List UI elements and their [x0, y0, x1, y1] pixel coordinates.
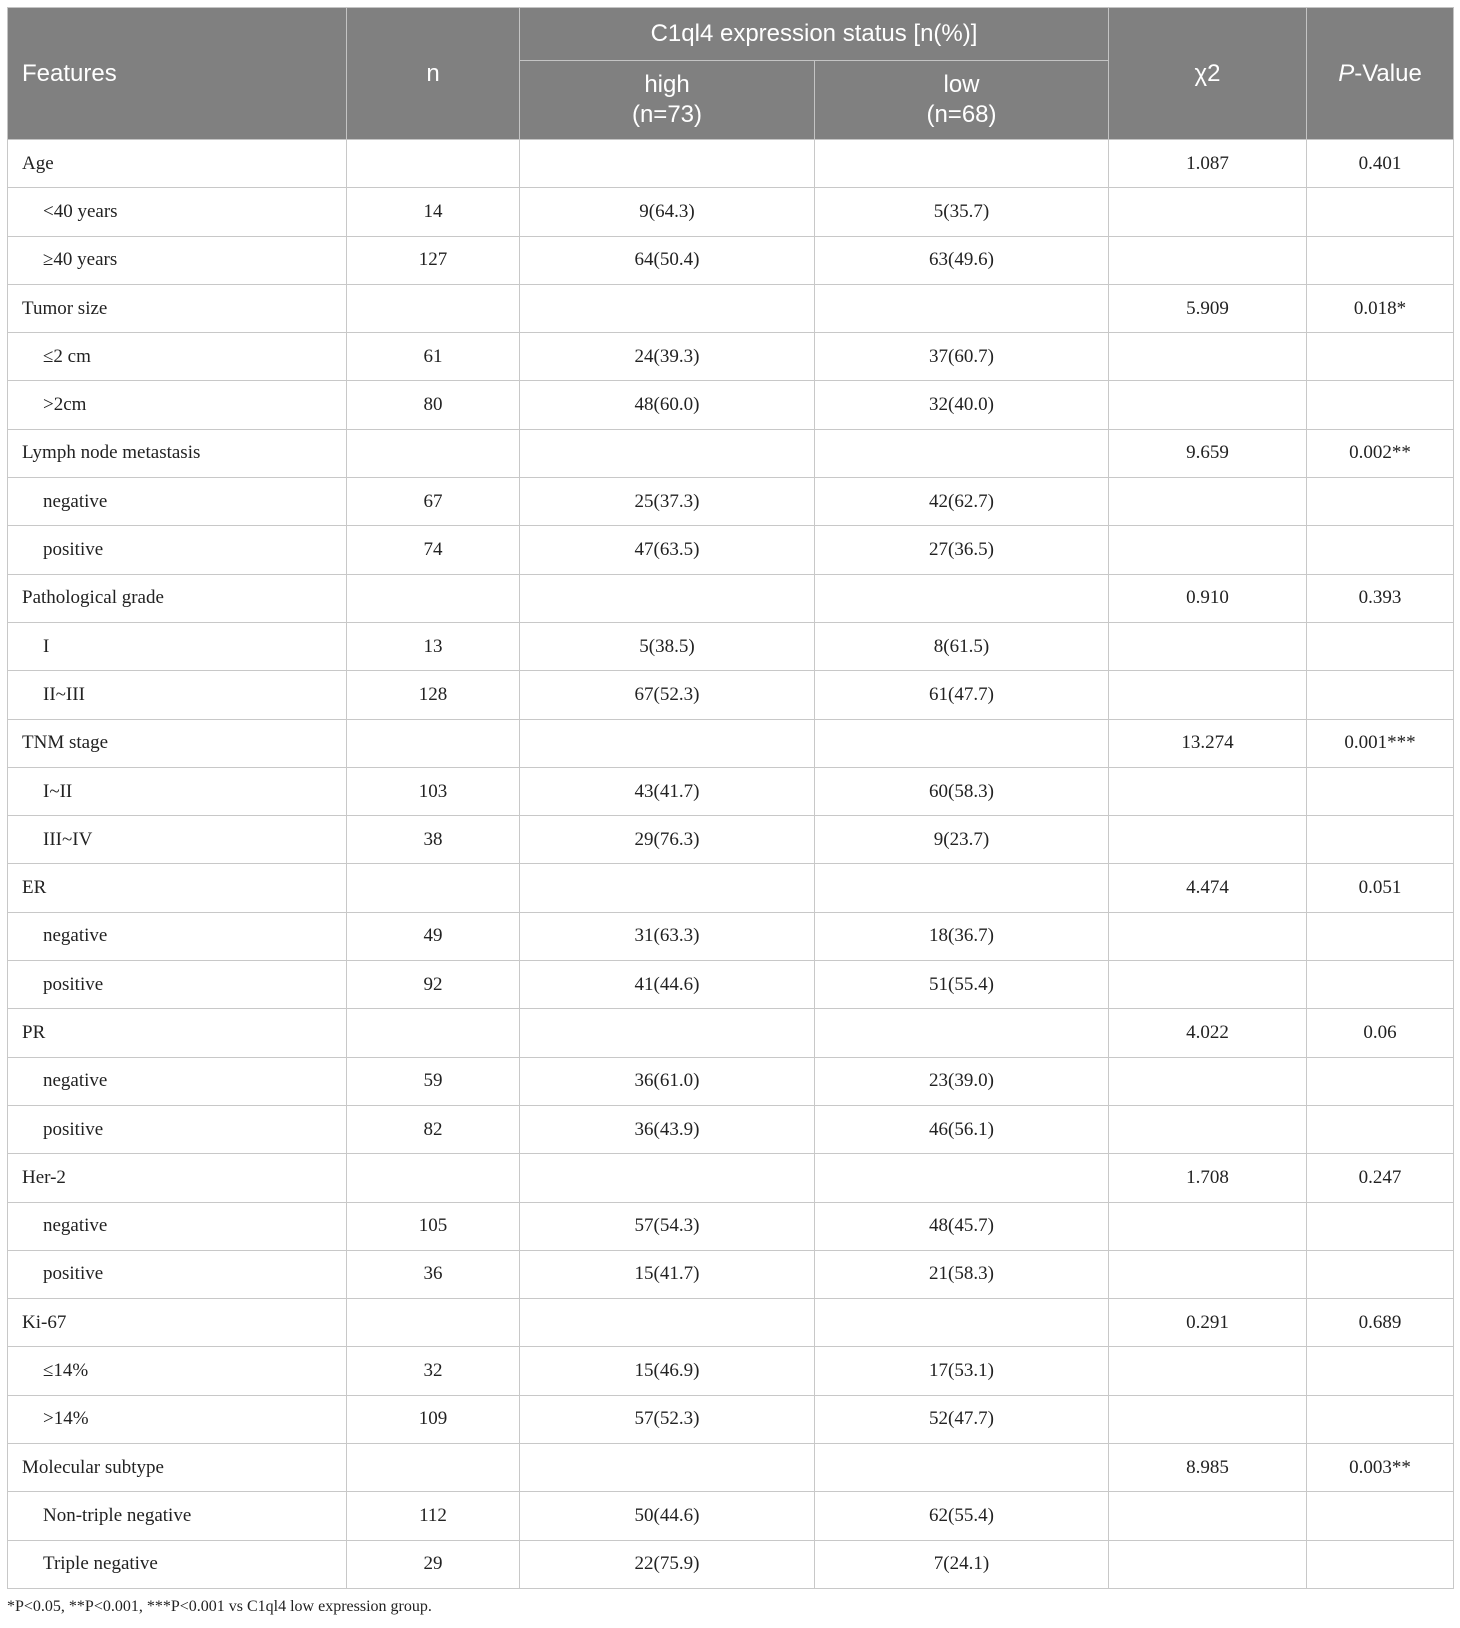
- cell-high: 22(75.9): [520, 1540, 815, 1588]
- cell-n: [347, 1299, 520, 1347]
- cell-n: [347, 140, 520, 188]
- cell-high: 31(63.3): [520, 912, 815, 960]
- cell-p-value: [1307, 1202, 1454, 1250]
- cell-n: 29: [347, 1540, 520, 1588]
- cell-chi2: 9.659: [1109, 429, 1307, 477]
- cell-chi2: [1109, 1057, 1307, 1105]
- table-group-row: [8, 429, 1454, 477]
- cell-low: 48(45.7): [815, 1202, 1109, 1250]
- cell-high: 24(39.3): [520, 333, 815, 381]
- cell-p-value: [1307, 1105, 1454, 1153]
- cell-p-value: 0.003**: [1307, 1444, 1454, 1492]
- cell-low: 18(36.7): [815, 912, 1109, 960]
- cell-low: 51(55.4): [815, 961, 1109, 1009]
- cell-low: 46(56.1): [815, 1105, 1109, 1153]
- row-label: Age: [8, 140, 347, 188]
- cell-low: 37(60.7): [815, 333, 1109, 381]
- cell-chi2: 1.087: [1109, 140, 1307, 188]
- cell-n: 32: [347, 1347, 520, 1395]
- cell-n: 38: [347, 816, 520, 864]
- cell-n: 105: [347, 1202, 520, 1250]
- cell-low: 32(40.0): [815, 381, 1109, 429]
- cell-high: [520, 140, 815, 188]
- cell-chi2: 0.910: [1109, 574, 1307, 622]
- cell-low: 62(55.4): [815, 1492, 1109, 1540]
- row-label: TNM stage: [8, 719, 347, 767]
- header-n: n: [347, 8, 520, 140]
- table-row: [8, 767, 1454, 815]
- table-group-row: [8, 1444, 1454, 1492]
- row-label: II~III: [8, 671, 347, 719]
- cell-high: [520, 1154, 815, 1202]
- cell-p-value: 0.393: [1307, 574, 1454, 622]
- row-label: ≥40 years: [8, 236, 347, 284]
- cell-n: 13: [347, 622, 520, 670]
- table-body: [8, 140, 1454, 1589]
- cell-high: 57(52.3): [520, 1395, 815, 1443]
- cell-low: [815, 864, 1109, 912]
- cell-high: [520, 1299, 815, 1347]
- cell-n: [347, 574, 520, 622]
- cell-n: 112: [347, 1492, 520, 1540]
- row-label: negative: [8, 1202, 347, 1250]
- cell-chi2: [1109, 671, 1307, 719]
- table-group-row: [8, 284, 1454, 332]
- cell-high: 15(46.9): [520, 1347, 815, 1395]
- cell-n: 92: [347, 961, 520, 1009]
- row-label: >2cm: [8, 381, 347, 429]
- table-row: [8, 1105, 1454, 1153]
- cell-high: 29(76.3): [520, 816, 815, 864]
- cell-n: 61: [347, 333, 520, 381]
- table-row: [8, 1540, 1454, 1588]
- data-table: [7, 7, 1454, 1589]
- cell-n: [347, 284, 520, 332]
- cell-p-value: 0.001***: [1307, 719, 1454, 767]
- cell-p-value: 0.002**: [1307, 429, 1454, 477]
- cell-high: [520, 864, 815, 912]
- table-header: [8, 8, 1454, 140]
- cell-p-value: [1307, 816, 1454, 864]
- cell-high: [520, 429, 815, 477]
- cell-p-value: 0.018*: [1307, 284, 1454, 332]
- cell-low: 21(58.3): [815, 1250, 1109, 1298]
- table-group-row: [8, 574, 1454, 622]
- row-label: Non-triple negative: [8, 1492, 347, 1540]
- cell-low: 7(24.1): [815, 1540, 1109, 1588]
- cell-n: 128: [347, 671, 520, 719]
- cell-p-value: [1307, 381, 1454, 429]
- cell-high: [520, 574, 815, 622]
- header-p-value: [1307, 8, 1454, 140]
- cell-chi2: 4.022: [1109, 1009, 1307, 1057]
- cell-chi2: [1109, 1202, 1307, 1250]
- cell-n: 82: [347, 1105, 520, 1153]
- cell-chi2: [1109, 381, 1307, 429]
- table-footnote: *P<0.05, **P<0.001, ***P<0.001 vs C1ql4 low expression group.: [7, 1598, 432, 1615]
- cell-n: 74: [347, 526, 520, 574]
- cell-p-value: 0.689: [1307, 1299, 1454, 1347]
- header-low-n: (n=68): [926, 101, 997, 128]
- cell-high: [520, 719, 815, 767]
- cell-p-value: [1307, 1057, 1454, 1105]
- cell-n: [347, 864, 520, 912]
- row-label: <40 years: [8, 188, 347, 236]
- cell-n: [347, 1154, 520, 1202]
- table-row: [8, 816, 1454, 864]
- row-label: positive: [8, 1250, 347, 1298]
- table-row: [8, 188, 1454, 236]
- row-label: Triple negative: [8, 1540, 347, 1588]
- cell-high: 64(50.4): [520, 236, 815, 284]
- cell-chi2: [1109, 961, 1307, 1009]
- header-p-italic: P: [1338, 59, 1355, 87]
- row-label: III~IV: [8, 816, 347, 864]
- cell-p-value: [1307, 1250, 1454, 1298]
- cell-p-value: [1307, 671, 1454, 719]
- table-row: [8, 478, 1454, 526]
- cell-high: [520, 1444, 815, 1492]
- cell-chi2: [1109, 816, 1307, 864]
- row-label: Ki-67: [8, 1299, 347, 1347]
- cell-low: [815, 284, 1109, 332]
- cell-low: [815, 1009, 1109, 1057]
- table-group-row: [8, 1154, 1454, 1202]
- header-expression-group: C1ql4 expression status [n(%)]: [520, 8, 1109, 61]
- cell-p-value: 0.247: [1307, 1154, 1454, 1202]
- row-label: Tumor size: [8, 284, 347, 332]
- cell-low: 42(62.7): [815, 478, 1109, 526]
- table-row: [8, 1347, 1454, 1395]
- cell-n: 67: [347, 478, 520, 526]
- row-label: ER: [8, 864, 347, 912]
- cell-low: [815, 1444, 1109, 1492]
- cell-n: 59: [347, 1057, 520, 1105]
- header-high-n: (n=73): [631, 101, 703, 128]
- cell-low: 8(61.5): [815, 622, 1109, 670]
- row-label: Pathological grade: [8, 574, 347, 622]
- header-high-label: high: [644, 71, 690, 98]
- cell-n: [347, 1009, 520, 1057]
- cell-p-value: [1307, 961, 1454, 1009]
- row-label: Molecular subtype: [8, 1444, 347, 1492]
- header-low: [815, 61, 1109, 140]
- cell-chi2: 8.985: [1109, 1444, 1307, 1492]
- row-label: Lymph node metastasis: [8, 429, 347, 477]
- cell-chi2: [1109, 1540, 1307, 1588]
- cell-low: 61(47.7): [815, 671, 1109, 719]
- table-row: [8, 333, 1454, 381]
- cell-chi2: [1109, 622, 1307, 670]
- cell-p-value: [1307, 1540, 1454, 1588]
- cell-p-value: [1307, 478, 1454, 526]
- cell-high: 48(60.0): [520, 381, 815, 429]
- cell-low: [815, 574, 1109, 622]
- row-label: >14%: [8, 1395, 347, 1443]
- table-row: [8, 912, 1454, 960]
- cell-n: 127: [347, 236, 520, 284]
- row-label: I: [8, 622, 347, 670]
- cell-high: 41(44.6): [520, 961, 815, 1009]
- cell-chi2: [1109, 1250, 1307, 1298]
- cell-low: 52(47.7): [815, 1395, 1109, 1443]
- table-row: [8, 961, 1454, 1009]
- cell-chi2: [1109, 767, 1307, 815]
- row-label: negative: [8, 912, 347, 960]
- cell-n: 14: [347, 188, 520, 236]
- cell-chi2: [1109, 1105, 1307, 1153]
- cell-low: 9(23.7): [815, 816, 1109, 864]
- cell-p-value: 0.401: [1307, 140, 1454, 188]
- cell-chi2: [1109, 526, 1307, 574]
- cell-high: [520, 1009, 815, 1057]
- row-label: I~II: [8, 767, 347, 815]
- cell-p-value: [1307, 912, 1454, 960]
- cell-chi2: [1109, 478, 1307, 526]
- cell-low: [815, 1154, 1109, 1202]
- table-row: [8, 622, 1454, 670]
- table-group-row: [8, 864, 1454, 912]
- cell-p-value: [1307, 526, 1454, 574]
- table-group-row: [8, 719, 1454, 767]
- cell-chi2: 5.909: [1109, 284, 1307, 332]
- header-low-label: low: [943, 71, 980, 98]
- cell-high: 50(44.6): [520, 1492, 815, 1540]
- cell-low: 60(58.3): [815, 767, 1109, 815]
- table-row: [8, 381, 1454, 429]
- cell-p-value: [1307, 1347, 1454, 1395]
- table-row: [8, 526, 1454, 574]
- row-label: ≤14%: [8, 1347, 347, 1395]
- table-row: [8, 1057, 1454, 1105]
- cell-low: [815, 429, 1109, 477]
- cell-chi2: [1109, 1347, 1307, 1395]
- table-row: [8, 236, 1454, 284]
- cell-high: 36(61.0): [520, 1057, 815, 1105]
- table-row: [8, 1492, 1454, 1540]
- table-group-row: [8, 1299, 1454, 1347]
- cell-high: 25(37.3): [520, 478, 815, 526]
- cell-p-value: [1307, 236, 1454, 284]
- cell-chi2: [1109, 236, 1307, 284]
- table-row: [8, 671, 1454, 719]
- row-label: PR: [8, 1009, 347, 1057]
- cell-chi2: [1109, 912, 1307, 960]
- row-label: positive: [8, 526, 347, 574]
- cell-n: [347, 719, 520, 767]
- header-high: [520, 61, 815, 140]
- cell-high: [520, 284, 815, 332]
- cell-p-value: 0.051: [1307, 864, 1454, 912]
- cell-chi2: 13.274: [1109, 719, 1307, 767]
- cell-chi2: 4.474: [1109, 864, 1307, 912]
- row-label: negative: [8, 478, 347, 526]
- cell-low: 5(35.7): [815, 188, 1109, 236]
- row-label: ≤2 cm: [8, 333, 347, 381]
- cell-p-value: [1307, 333, 1454, 381]
- cell-high: 15(41.7): [520, 1250, 815, 1298]
- cell-chi2: 1.708: [1109, 1154, 1307, 1202]
- cell-n: [347, 429, 520, 477]
- cell-chi2: 0.291: [1109, 1299, 1307, 1347]
- cell-high: 36(43.9): [520, 1105, 815, 1153]
- header-features: Features: [8, 8, 347, 140]
- row-label: Her-2: [8, 1154, 347, 1202]
- cell-chi2: [1109, 188, 1307, 236]
- cell-chi2: [1109, 333, 1307, 381]
- cell-low: [815, 1299, 1109, 1347]
- cell-high: 5(38.5): [520, 622, 815, 670]
- cell-high: 67(52.3): [520, 671, 815, 719]
- table-group-row: [8, 140, 1454, 188]
- table-row: [8, 1250, 1454, 1298]
- cell-p-value: [1307, 188, 1454, 236]
- row-label: positive: [8, 961, 347, 1009]
- cell-chi2: [1109, 1395, 1307, 1443]
- cell-p-value: [1307, 767, 1454, 815]
- cell-low: [815, 719, 1109, 767]
- table-group-row: [8, 1009, 1454, 1057]
- cell-low: 23(39.0): [815, 1057, 1109, 1105]
- cell-high: 47(63.5): [520, 526, 815, 574]
- header-p-rest: -Value: [1354, 59, 1422, 87]
- cell-n: 80: [347, 381, 520, 429]
- cell-n: 36: [347, 1250, 520, 1298]
- cell-p-value: 0.06: [1307, 1009, 1454, 1057]
- cell-low: 17(53.1): [815, 1347, 1109, 1395]
- cell-high: 43(41.7): [520, 767, 815, 815]
- cell-low: [815, 140, 1109, 188]
- cell-low: 63(49.6): [815, 236, 1109, 284]
- cell-high: 9(64.3): [520, 188, 815, 236]
- row-label: negative: [8, 1057, 347, 1105]
- cell-chi2: [1109, 1492, 1307, 1540]
- cell-low: 27(36.5): [815, 526, 1109, 574]
- cell-p-value: [1307, 1492, 1454, 1540]
- cell-p-value: [1307, 1395, 1454, 1443]
- table-row: [8, 1395, 1454, 1443]
- row-label: positive: [8, 1105, 347, 1153]
- table-row: [8, 1202, 1454, 1250]
- header-chi2: χ2: [1109, 8, 1307, 140]
- cell-n: 103: [347, 767, 520, 815]
- cell-high: 57(54.3): [520, 1202, 815, 1250]
- cell-p-value: [1307, 622, 1454, 670]
- cell-n: [347, 1444, 520, 1492]
- cell-n: 109: [347, 1395, 520, 1443]
- cell-n: 49: [347, 912, 520, 960]
